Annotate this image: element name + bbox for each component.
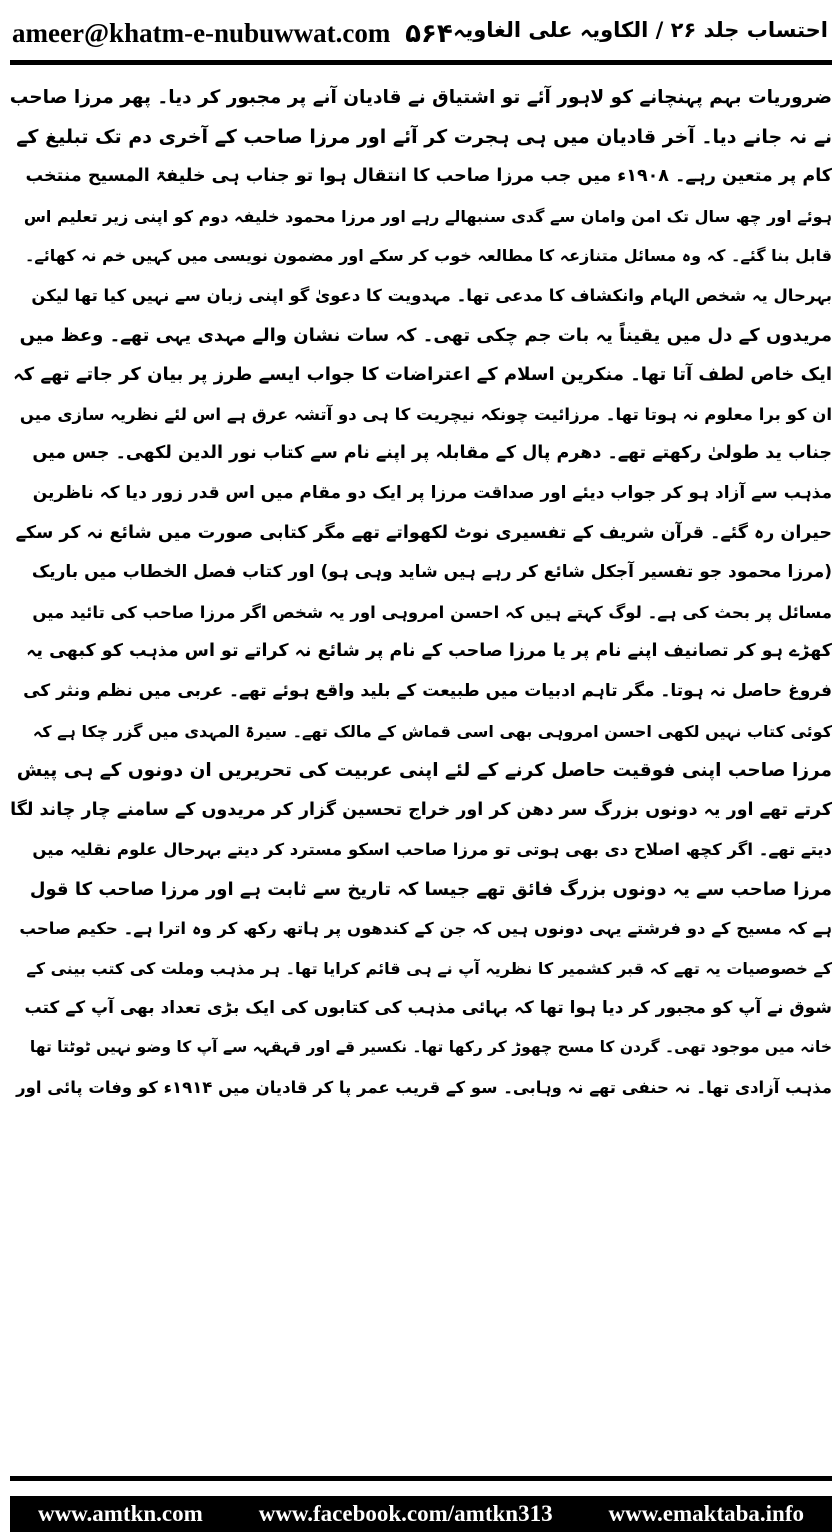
text-line: مرزا صاحب اپنی فوقیت حاصل کرنے کے لئے اپنی عربیت کی تحریریں ان دونوں کے ہی پیش xyxy=(16,760,832,782)
text-line: ہوئے اور چھ سال تک امن وامان سے گدی سنبھالے رہے اور مرزا محمود خلیفہ دوم کو اپنی زیر تعلیم اس xyxy=(23,206,832,226)
text-line: قابل بنا گئے۔ کہ وہ مسائل متنازعہ کا مطالعہ خوب کر سکے اور مضمون نویسی میں کہیں خم نہ کھائے۔ xyxy=(24,246,832,266)
page-number: ۵۶۴ xyxy=(405,19,453,49)
text-line: فروغ حاصل نہ ہوتا۔ مگر تاہم ادبیات میں طبیعت کے بلید واقع ہوئے تھے۔ عربی میں نظم ونثر کی xyxy=(23,680,832,701)
text-line: مذہب آزادی تھا۔ نہ حنفی تھے نہ وہابی۔ سو کے قریب عمر پا کر قادیان میں ۱۹۱۴ء کو وفات پائی اور xyxy=(16,1077,832,1097)
header-left xyxy=(12,18,453,49)
text-line: حیران رہ گئے۔ قرآن شریف کے تفسیری نوٹ لکھواتے تھے مگر کتابی صورت میں شائع نہ کر سکے xyxy=(15,522,832,543)
text-line: ایک خاص لطف آتا تھا۔ منکرین اسلام کے اعتراضات کا جواب ایسے طرز پر بیان کر جاتے تھے کہ xyxy=(13,364,832,386)
text-line: کے خصوصیات یہ تھے کہ قبر کشمیر کا نظریہ آپ نے ہی قائم کرایا تھا۔ ہر مذہب وملت کی کتب بینی کے xyxy=(26,959,832,979)
footer-link-emaktaba[interactable]: www.emaktaba.info xyxy=(608,1501,805,1526)
text-line: نے نہ جانے دیا۔ آخر قادیان میں ہی ہجرت کر آئے اور مرزا صاحب کے آخری دم تک تبلیغ کے xyxy=(16,125,832,148)
text-line: کھڑے ہو کر تصانیف اپنے نام پر یا مرزا صاحب کے نام پر شائع نہ کراتے تو اس مذہب کو کبھی یہ xyxy=(26,641,832,662)
footer-link-amtkn[interactable]: www.amtkn.com xyxy=(37,1501,203,1526)
text-line: کوئی کتاب نہیں لکھی احسن امروہی بھی اسی قماش کے مالک تھے۔ سیرۃ المہدی میں گزر چکا ہے کہ xyxy=(32,721,832,741)
text-line: جناب ید طولیٰ رکھتے تھے۔ دھرم پال کے مقابلہ پر اپنے نام سے کتاب نور الدین لکھی۔ جس میں xyxy=(32,443,832,464)
header-divider xyxy=(10,60,832,65)
text-line: ہے کہ مسیح کے دو فرشتے یہی دونوں ہیں کہ جن کے کندھوں پر ہاتھ رکھ کر وہ اترا ہے۔ حکیم صاحب xyxy=(19,919,832,939)
text-line: کرتے تھے اور یہ دونوں بزرگ سر دھن کر اور خراج تحسین گزار کر مریدوں کے سامنے چار چاند لگا xyxy=(10,799,832,820)
text-line: مریدوں کے دل میں یقیناً یہ بات جم چکی تھی۔ کہ سات نشان والے مہدی یہی تھے۔ وعظ میں xyxy=(19,324,832,346)
footer-bar xyxy=(10,1496,832,1532)
text-line: ضروریات بہم پہنچانے کو لاہور آئے تو اشتیاق نے قادیان آنے پر مجبور کر دیا۔ پھر مرزا صاحب xyxy=(10,87,832,108)
page-header xyxy=(0,0,840,68)
text-line: مسائل پر بحث کی ہے۔ لوگ کہتے ہیں کہ احسن امروہی اور یہ شخص اگر مرزا صاحب کی تائید میں xyxy=(32,602,832,622)
footer-link-facebook[interactable]: www.facebook.com/amtkn313 xyxy=(258,1501,553,1526)
body-text xyxy=(10,78,832,1470)
text-line: ان کو برا معلوم نہ ہوتا تھا۔ مرزائیت چونکہ نیچریت کا ہی دو آتشہ عرق ہے اس لئے نظریہ سازی میں xyxy=(19,404,832,424)
footer-divider xyxy=(10,1476,832,1481)
header-email: ameer@khatm-e-nubuwwat.com xyxy=(12,18,391,48)
text-line: مذہب سے آزاد ہو کر جواب دیئے اور صداقت مرزا پر ایک دو مقام میں اس قدر زور دیا کہ ناظرین xyxy=(32,482,832,503)
text-line: بہرحال یہ شخص الہام وانکشاف کا مدعی تھا۔ مہدویت کا دعویٰ گو اپنی زبان سے نہیں کیا تھا لیکن xyxy=(31,285,832,305)
text-line: دیتے تھے۔ اگر کچھ اصلاح دی بھی ہوتی تو مرزا صاحب اسکو مسترد کر دیتے بہرحال علوم نقلیہ میں xyxy=(32,840,832,860)
book-title: احتساب جلد ۲۶ / الکاویہ علی الغاویہ xyxy=(453,18,828,42)
text-line: مرزا صاحب سے یہ دونوں بزرگ فائق تھے جیسا کہ تاریخ سے ثابت ہے اور مرزا صاحب کا قول xyxy=(29,878,832,900)
text-line: (مرزا محمود جو تفسیر آجکل شائع کر رہے ہیں شاید وہی ہو) اور کتاب فصل الخطاب میں باریک xyxy=(31,562,832,583)
text-line: کام پر متعین رہے۔ ۱۹۰۸ء میں جب مرزا صاحب کا انتقال ہوا تو جناب ہی خلیفۃ المسیح منتخب xyxy=(25,166,832,187)
text-line: خانہ میں موجود تھی۔ گردن کا مسح چھوڑ کر رکھا تھا۔ نکسیر قے اور قہقہہ سے آپ کا وضو نہیں ٹوٹتا تھا xyxy=(29,1038,832,1057)
text-line: شوق نے آپ کو مجبور کر دیا ہوا تھا کہ بہائی مذہب کی کتابوں کی ایک بڑی تعداد بھی آپ کے کتب xyxy=(24,997,832,1018)
